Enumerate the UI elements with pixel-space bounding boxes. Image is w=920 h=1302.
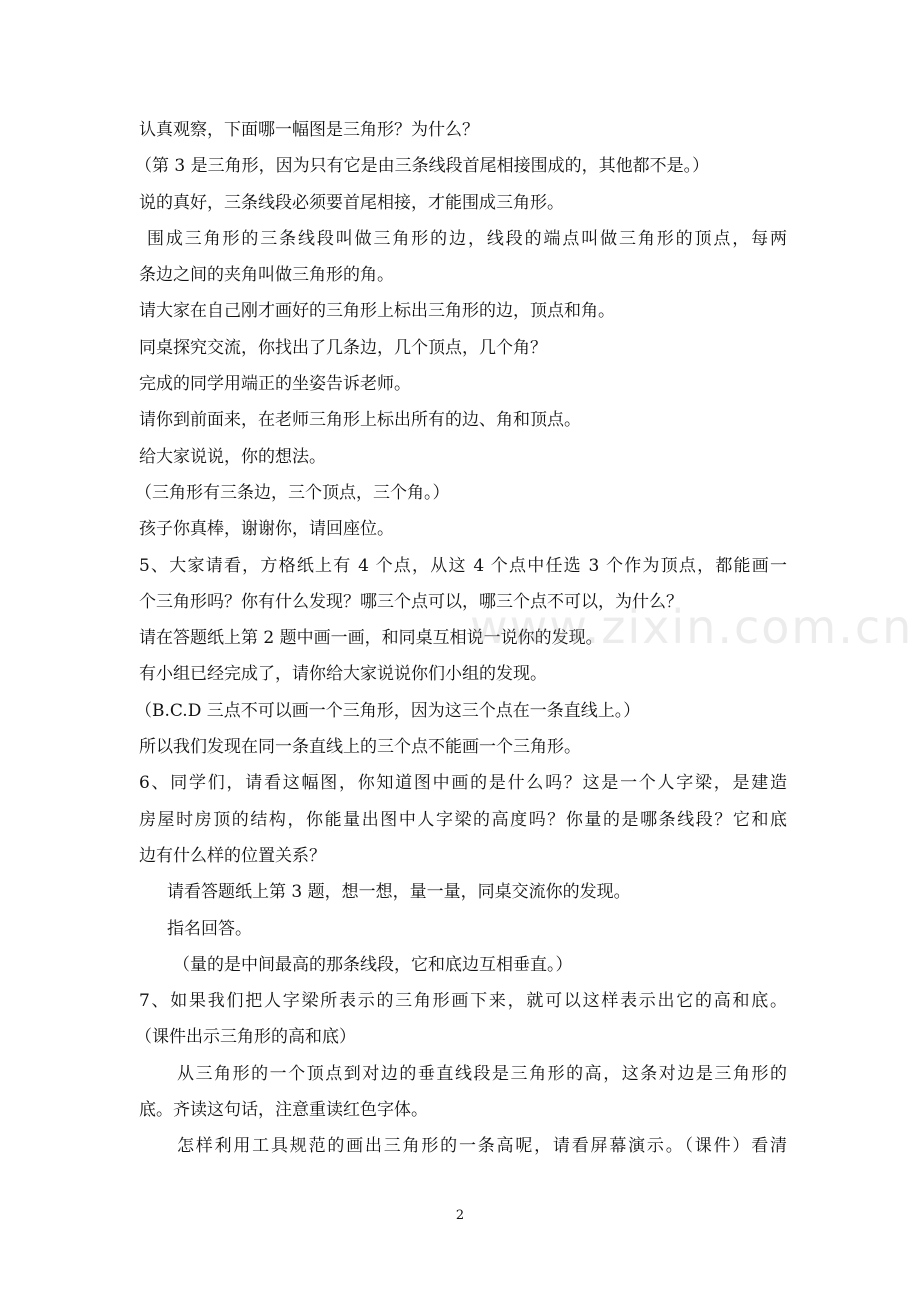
text-line: 条边之间的夹角叫做三角形的角。	[139, 265, 394, 286]
text-line: 同桌探究交流，你找出了几条边，几个顶点，几个角？	[139, 337, 547, 358]
watermark: www.zixin.com.cn	[470, 600, 914, 654]
text-line: 完成的同学用端正的坐姿告诉老师。	[139, 374, 411, 395]
text-line: 请大家在自己刚才画好的三角形上标出三角形的边，顶点和角。	[139, 301, 615, 322]
text-line: 7、如果我们把人字梁所表示的三角形画下来，就可以这样表示出它的高和底。	[139, 991, 787, 1012]
text-line: 指名回答。	[167, 918, 252, 939]
text-line: 个三角形吗？你有什么发现？哪三个点可以，哪三个点不可以，为什么？	[139, 591, 683, 612]
text-line: 请你到前面来，在老师三角形上标出所有的边、角和顶点。	[139, 410, 581, 431]
text-line: （第 3 是三角形，因为只有它是由三条线段首尾相接围成的，其他都不是。）	[135, 156, 710, 177]
text-line: 说的真好，三条线段必须要首尾相接，才能围成三角形。	[139, 192, 564, 213]
text-line: 底。齐读这句话，注意重读红色字体。	[139, 1100, 428, 1121]
text-line: （三角形有三条边，三个顶点，三个角。）	[135, 482, 450, 503]
text-line: （B.C.D 三点不可以画一个三角形，因为这三个点在一条直线上。）	[135, 700, 641, 721]
text-line: 围成三角形的三条线段叫做三角形的边，线段的端点叫做三角形的顶点，每两	[147, 228, 787, 249]
page-number: 2	[455, 1208, 465, 1223]
text-line: 从三角形的一个顶点到对边的垂直线段是三角形的高，这条对边是三角形的	[177, 1063, 787, 1084]
text-line: 有小组已经完成了，请你给大家说说你们小组的发现。	[139, 664, 547, 685]
text-line: （量的是中间最高的那条线段，它和底边互相垂直。）	[173, 954, 573, 975]
text-line: 所以我们发现在同一条直线上的三个点不能画一个三角形。	[139, 737, 581, 758]
text-line: 认真观察，下面哪一幅图是三角形？为什么？	[139, 120, 479, 140]
text-line: 请在答题纸上第 2 题中画一画，和同桌互相说一说你的发现。	[139, 628, 603, 649]
text-line: 给大家说说，你的想法。	[139, 446, 326, 467]
text-line: （课件出示三角形的高和底）	[135, 1027, 356, 1048]
text-line: 5、大家请看，方格纸上有 4 个点，从这 4 个点中任选 3 个作为顶点，都能画一	[139, 555, 787, 576]
text-line: 怎样利用工具规范的画出三角形的一条高呢，请看屏幕演示。（课件）看清	[177, 1136, 787, 1157]
text-line: 房屋时房顶的结构，你能量出图中人字梁的高度吗？你量的是哪条线段？它和底	[139, 809, 787, 830]
text-line: 6、同学们，请看这幅图，你知道图中画的是什么吗？这是一个人字梁，是建造	[139, 773, 787, 794]
text-line: 边有什么样的位置关系？	[139, 845, 326, 866]
text-line: 请看答题纸上第 3 题，想一想，量一量，同桌交流你的发现。	[167, 882, 631, 903]
text-line: 孩子你真棒，谢谢你，请回座位。	[139, 519, 394, 540]
